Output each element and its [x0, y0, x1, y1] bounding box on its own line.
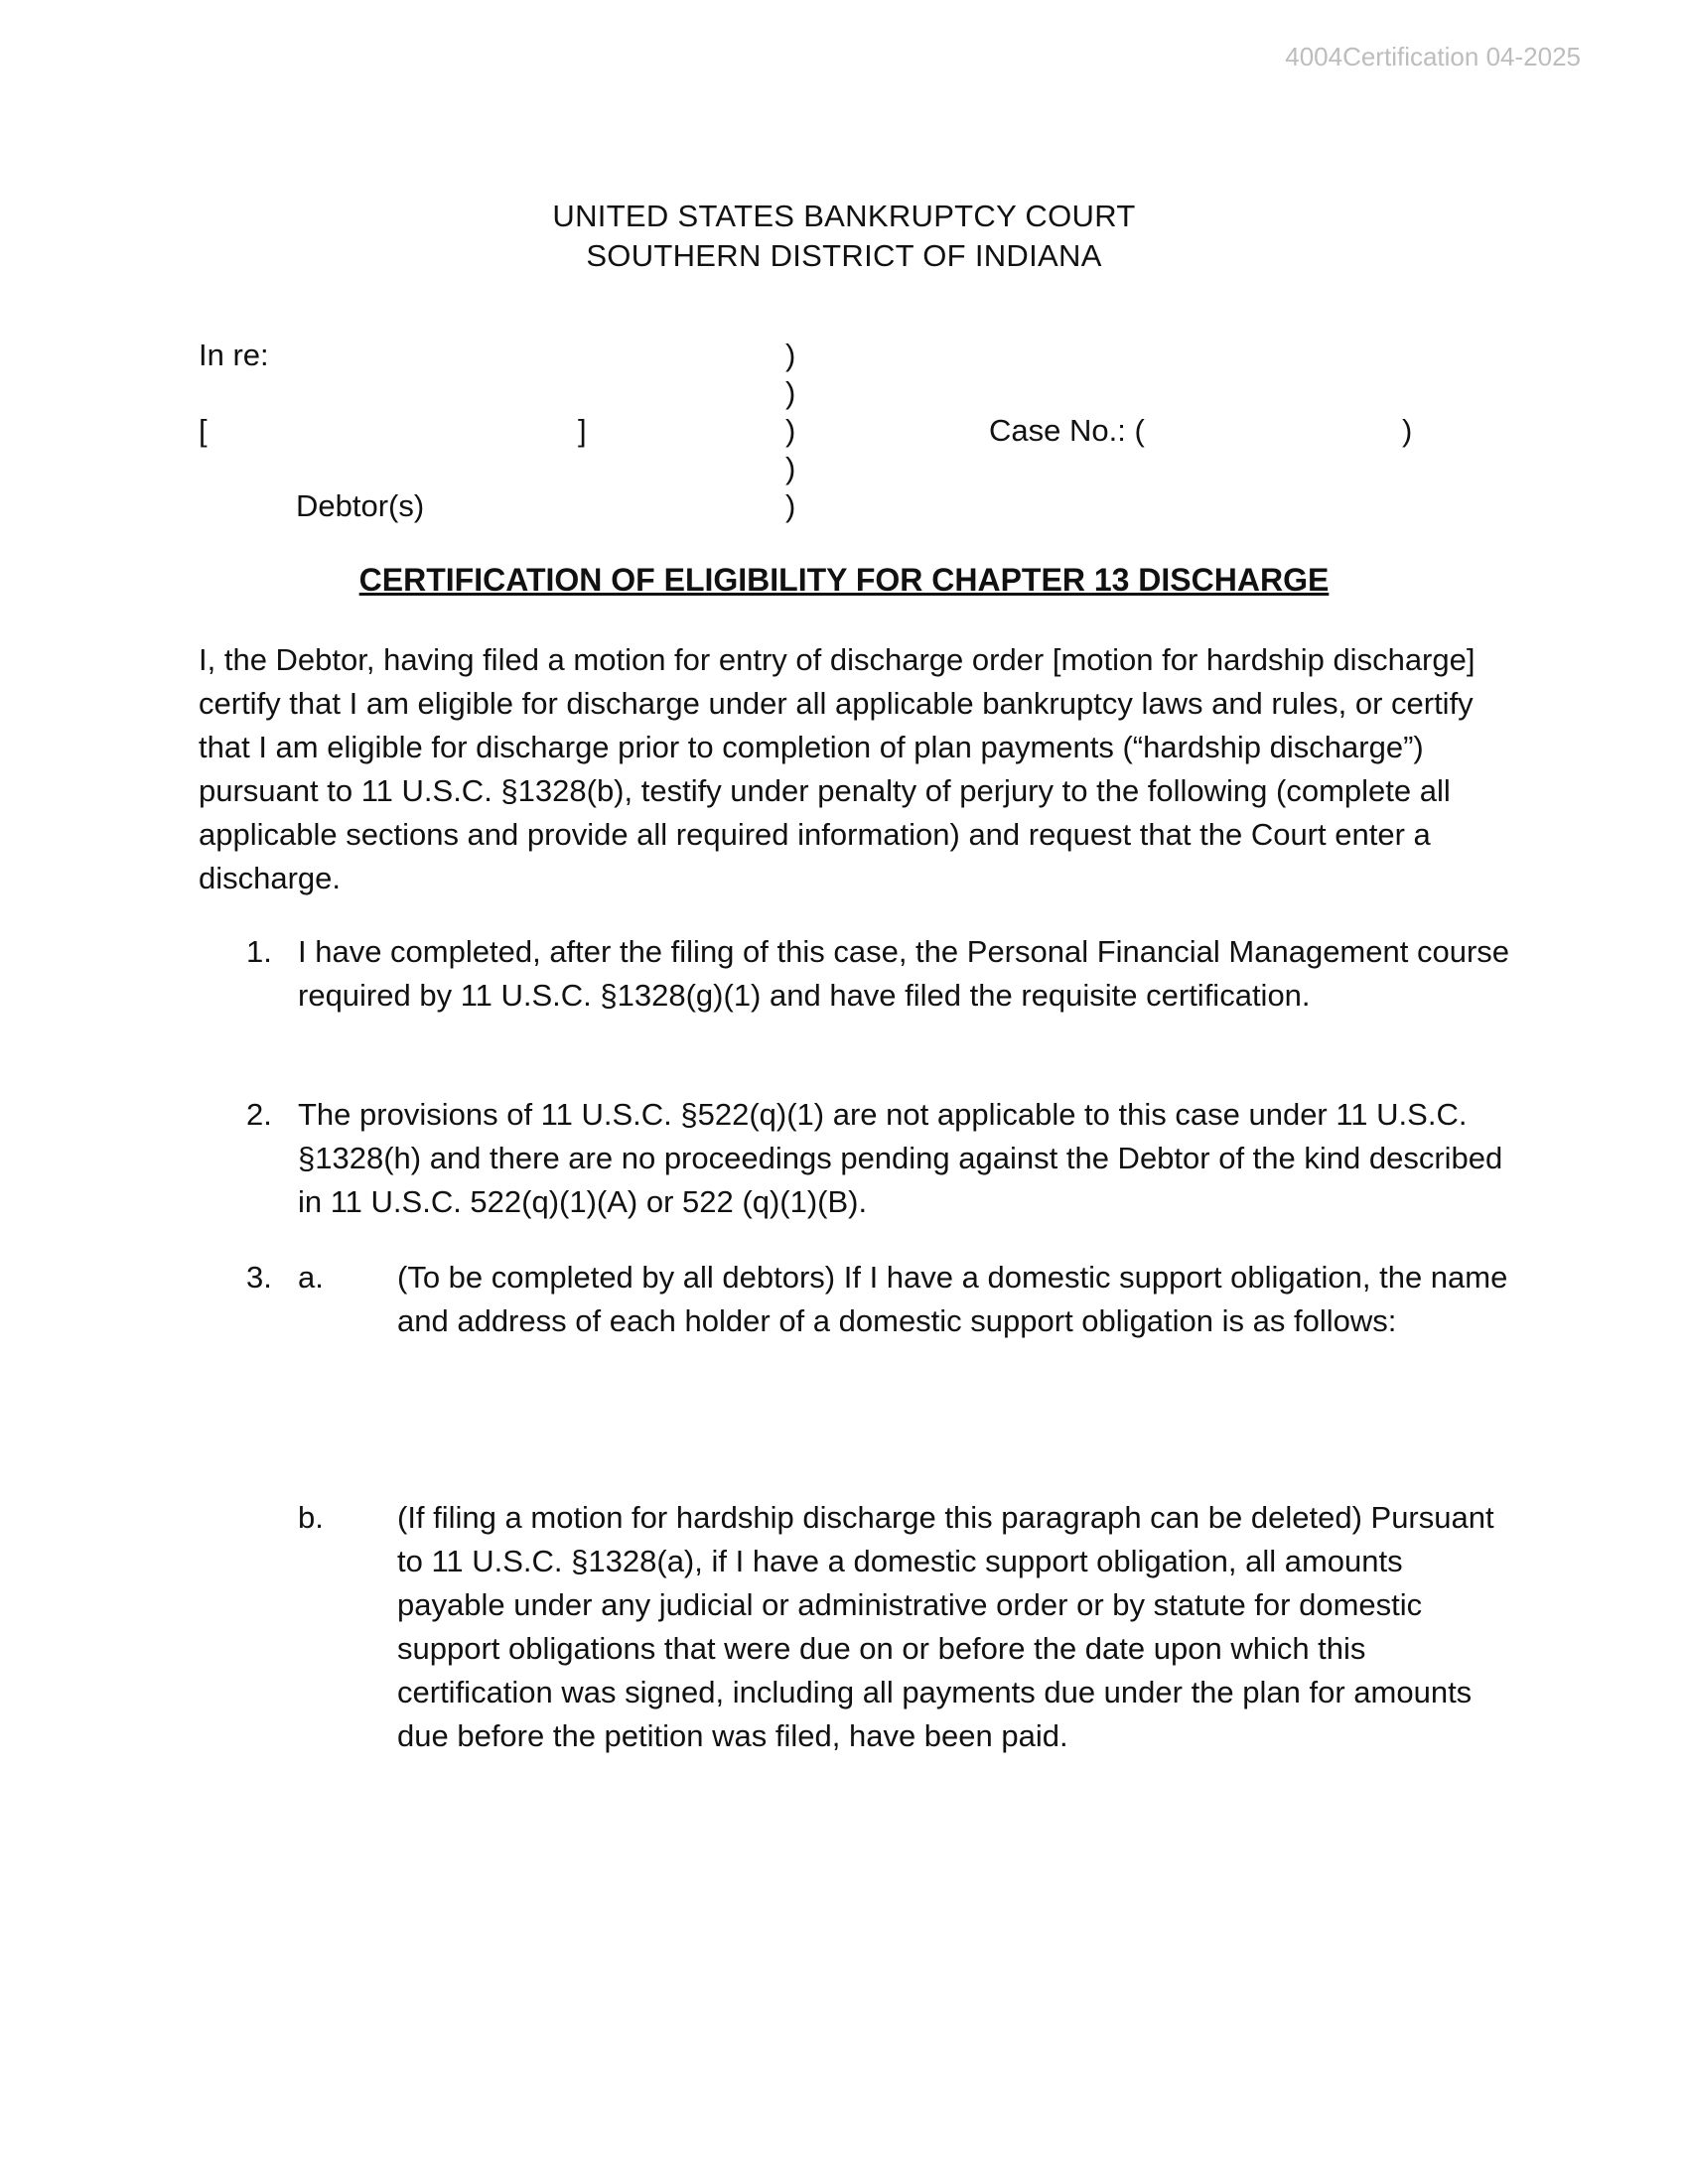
item-1-text: I have completed, after the filing of this case, the Personal Financial Management course required by 11 U.S.C. §1328(g)(1) and have filed the requisite certification. [298, 934, 1510, 1013]
caption-paren-1: ) [785, 338, 796, 372]
court-district: SOUTHERN DISTRICT OF INDIANA [586, 238, 1102, 273]
in-re-label: In re: [199, 338, 269, 372]
caption-paren-5: ) [785, 488, 796, 523]
case-number-close-paren: ) [1402, 413, 1413, 448]
item-1-number: 1. [246, 934, 272, 969]
item-3a-text: (To be completed by all debtors) If I have a domestic support obligation, the name and address of each holder of a domestic support obligation is as follows: [397, 1260, 1508, 1338]
caption-paren-3: ) [785, 413, 796, 448]
item-3a-label: a. [298, 1260, 324, 1295]
caption-paren-4: ) [785, 451, 796, 485]
item-3-number: 3. [246, 1260, 272, 1295]
item-2-text: The provisions of 11 U.S.C. §522(q)(1) are not applicable to this case under 11 U.S.C. §1328(h) and there are no proceedings pending against the Debtor of the kind described in 11 U.S.C. 522(q)(1)(A) or 522 (q)(1)(B). [298, 1097, 1503, 1219]
caption-paren-2: ) [785, 375, 796, 410]
case-number-label: Case No.: ( [989, 413, 1145, 448]
debtor-name-open-bracket: [ [199, 413, 208, 448]
intro-paragraph: I, the Debtor, having filed a motion for entry of discharge order [motion for hardship discharge] certify that I am eligible for discharge under all applicable bankruptcy laws and rules, or certify that I am eligible for discharge prior to completion of plan payments (“hardship discharge”) pursuant to 11 U.S.C. §1328(b), testify under penalty of perjury to the following (complete all applicable sections and provide all required information) and request that the Court enter a discharge. [199, 642, 1476, 895]
case-caption [0, 0, 1688, 536]
item-3b-label: b. [298, 1500, 324, 1535]
item-3b-text: (If filing a motion for hardship discharge this paragraph can be deleted) Pursuant to 11 U.S.C. §1328(a), if I have a domestic support obligation, all amounts payable under any judicial or administrative order or by statute for domestic support obligations that were due on or before the date upon which this certification was signed, including all payments due under the plan for amounts due before the petition was filed, have been paid. [397, 1500, 1494, 1753]
item-2-number: 2. [246, 1097, 272, 1132]
form-identifier: 4004Certification 04-2025 [1285, 42, 1581, 71]
court-name: UNITED STATES BANKRUPTCY COURT [552, 199, 1136, 233]
debtor-name-close-bracket: ] [578, 413, 587, 448]
debtor-label: Debtor(s) [296, 488, 425, 523]
document-title: CERTIFICATION OF ELIGIBILITY FOR CHAPTER 13 DISCHARGE [358, 562, 1330, 598]
